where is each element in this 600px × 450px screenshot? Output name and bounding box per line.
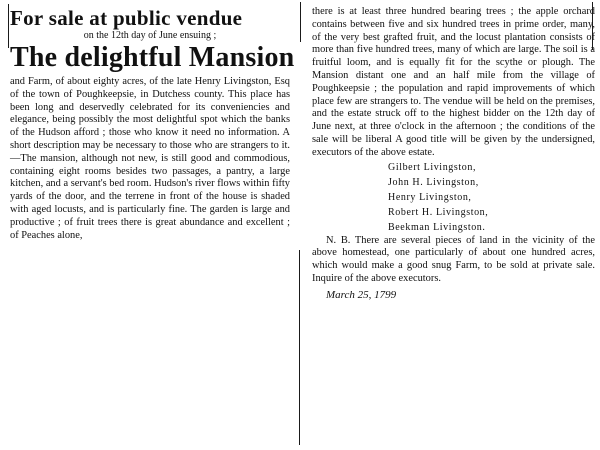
left-paragraph: and Farm, of about eighty acres, of the late Henry Livingston, Esq of the town of Poughkeepsie, in Dutchess county. This place has been long and deservedly celebrated for its conveniencies and elegance, being possibly the most delightful spot which the banks of the Hudson afford ; those who know it need no information. A short description may be necessary to those who are strangers to it.—The mansion, although not new, is still good and commodious, containing eight rooms besides two passages, a pantry, a large kitchen, and a servant's bed room. Hudson's river flows within fifty yards of the door, and the terrene in front of the house is shaded with aged locusts, and is particularly fine. The garden is large and productive ; of fruit trees there is great abundance and excellent ; of Peaches alone, (10, 76, 290, 241)
right-body (312, 6, 595, 160)
executor-list (388, 160, 595, 235)
column-rule-middle-top (300, 2, 301, 42)
postscript: N. B. There are several pieces of land in the vicinity of the above homestead, one particularly of about one hundred acres, which would make a good snug Farm, to be sold at private sale. Inquire of the above executors. (312, 234, 595, 284)
column-rule-middle-bottom (299, 250, 300, 445)
right-column (312, 6, 595, 302)
executor-name: John H. Livingston, (388, 176, 479, 188)
right-paragraph: there is at least three hundred bearing trees ; the apple orchard contains between five and six hundred trees in prime order, many, of the very best grafted fruit, and the locust plantation consists of more than five hundred trees, many of which are large. The soil is a fruitful loom, and is equally fit for the scythe or plough. The Mansion distant one and an half mile from the village of Poughkeepsie ; the population and rapid improvements of which place few are strangers to. The vendue will be held on the premises, and the estate struck off to the highest bidder on the 12th day of June next, at three o'clock in the afternoon ; the conditions of the sale will be liberal A good title will be given by the undersigned, executors of the above estate. (312, 6, 595, 158)
postscript-block (312, 235, 595, 286)
left-column (10, 6, 295, 242)
notice-title: The delightful Mansion (10, 42, 295, 73)
notice-date: March 25, 1799 (326, 288, 397, 301)
executor-name: Beekman Livingston. (388, 221, 486, 233)
executor-name: Robert H. Livingston, (388, 206, 489, 218)
column-rule-left (8, 4, 9, 48)
headline: For sale at public vendue (10, 6, 243, 30)
left-body (10, 76, 290, 242)
executor-name: Gilbert Livingston, (388, 161, 477, 173)
executor-name: Henry Livingston, (388, 191, 472, 203)
sale-date-line: on the 12th day of June ensuing ; (83, 30, 217, 41)
